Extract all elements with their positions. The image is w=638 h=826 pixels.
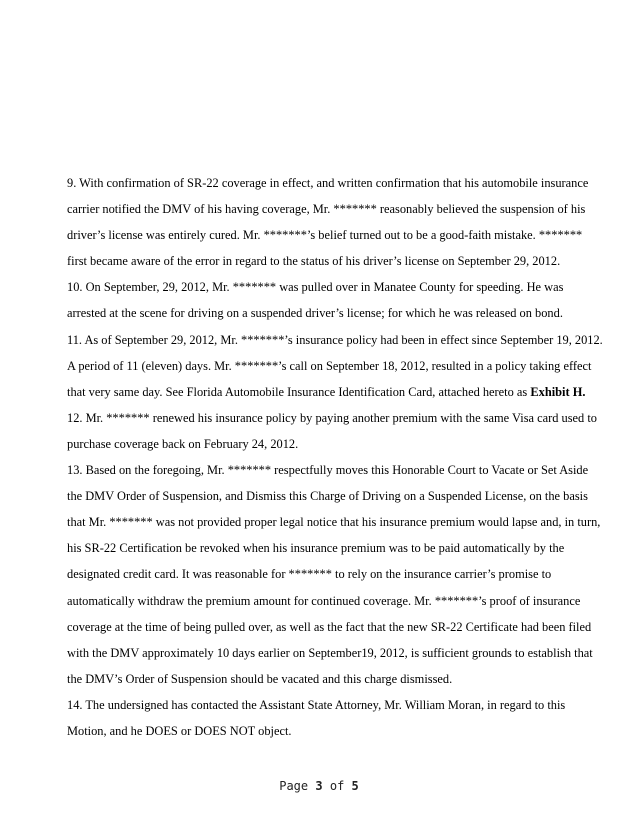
paragraph-13: 13. Based on the foregoing, Mr. ******* respectfully moves this Honorable Court to Vacate or Set Aside the DMV Order of Suspension, and Dismiss this Charge of Driving on a Suspended License, on the basis that Mr. ******* was not provided proper legal notice that his insurance premium would lapse and, in turn, his SR-22 Certification be revoked when his insurance premium was to be paid automatically by the designated credit card. It was reasonable for ******* to rely on the insurance carrier’s promise to automatically withdraw the premium amount for continued coverage. Mr. *******’s proof of insurance coverage at the time of being pulled over, as well as the fact that the new SR-22 Certificate had been filed with the DMV approximately 10 days earlier on September19, 2012, is sufficient grounds to establish that the DMV’s Order of Suspension should be vacated and this charge dismissed. [67,463,601,686]
page-footer [0,779,638,793]
exhibit-reference: Exhibit H. [530,384,586,399]
paragraph-11 [67,327,603,405]
page-label: Page [279,779,309,793]
current-page-number: 3 [315,779,323,793]
document-body [67,170,603,744]
page-of-label: of [329,779,345,793]
paragraph-10: 10. On September, 29, 2012, Mr. ******* was pulled over in Manatee County for speeding. He was arrested at the scene for driving on a suspended driver’s license; for which he was released on bond. [67,280,564,321]
total-pages-number: 5 [351,779,359,793]
paragraph-12: 12. Mr. ******* renewed his insurance policy by paying another premium with the same Visa card used to purchase coverage back on February 24, 2012. [67,410,597,451]
paragraph-11-text: 11. As of September 29, 2012, Mr. *******’s insurance policy had been in effect since September 19, 2012. A period of 11 (eleven) days. Mr. *******’s call on September 18, 2012, resulted in a policy taking effect that very same day. See Florida Automobile Insurance Identification Card, attached hereto as [67,332,603,399]
paragraph-9: 9. With confirmation of SR-22 coverage in effect, and written confirmation that his automobile insurance carrier notified the DMV of his having coverage, Mr. ******* reasonably believed the suspension of his driver’s license was entirely cured. Mr. *******’s belief turned out to be a good-faith mistake. ******* first became aware of the error in regard to the status of his driver’s license on September 29, 2012. [67,176,589,269]
paragraph-14: 14. The undersigned has contacted the Assistant State Attorney, Mr. William Moran, in regard to this Motion, and he DOES or DOES NOT object. [67,697,566,738]
